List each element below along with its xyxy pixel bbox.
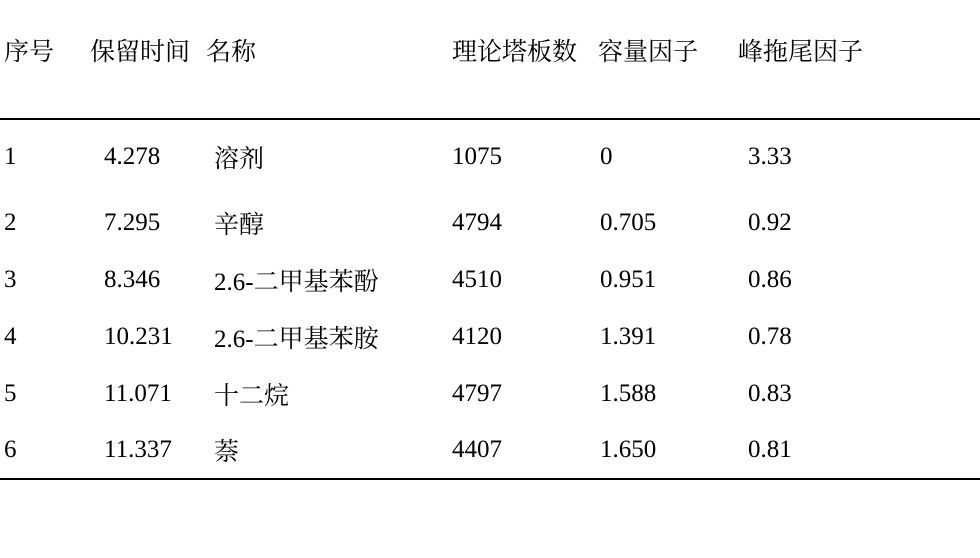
cell-index: 1	[4, 143, 17, 170]
cell-tailing-factor: 0.92	[748, 208, 792, 236]
column-header-capacity-factor: 容量因子	[594, 0, 734, 119]
cell-theoretical-plates: 1075	[452, 143, 502, 170]
table-row	[0, 308, 980, 365]
cell-name: 辛醇	[214, 211, 265, 239]
column-header-index: 序号	[0, 0, 84, 119]
cell-index: 3	[4, 265, 17, 293]
cell-capacity-factor: 0.705	[600, 208, 657, 236]
cell-retention-time: 8.346	[104, 265, 161, 293]
cell-capacity-factor: 1.391	[600, 322, 657, 350]
cell-capacity-factor: 1.588	[600, 379, 657, 407]
cell-index: 2	[4, 208, 17, 236]
table-row	[0, 194, 980, 251]
table-body	[0, 119, 980, 479]
cell-name: 2.6-二甲基苯胺	[214, 325, 379, 353]
cell-capacity-factor: 1.650	[594, 422, 734, 479]
table-row	[0, 119, 980, 194]
cell-theoretical-plates: 4794	[452, 208, 502, 236]
cell-name: 2.6-二甲基苯酚	[214, 268, 379, 296]
column-header-theoretical-plates: 理论塔板数	[446, 0, 594, 119]
cell-theoretical-plates: 4510	[452, 265, 502, 293]
column-header-name: 名称	[204, 0, 446, 119]
cell-index: 4	[4, 322, 17, 350]
column-header-retention-time: 保留时间	[84, 0, 204, 119]
table-row	[0, 422, 980, 479]
cell-theoretical-plates: 4797	[452, 379, 502, 407]
cell-index: 5	[4, 379, 17, 407]
cell-capacity-factor: 0.951	[600, 265, 657, 293]
cell-index: 6	[0, 422, 84, 479]
bottom-spacer	[0, 480, 980, 492]
table-header	[0, 0, 980, 119]
cell-retention-time: 4.278	[104, 143, 161, 170]
table-row	[0, 251, 980, 308]
cell-retention-time: 7.295	[104, 208, 161, 236]
table-row	[0, 365, 980, 422]
cell-tailing-factor: 3.33	[748, 143, 792, 170]
cell-theoretical-plates: 4407	[446, 422, 594, 479]
cell-capacity-factor: 0	[600, 143, 613, 170]
table-header-row	[0, 0, 980, 119]
cell-name: 十二烷	[214, 382, 290, 410]
column-header-tailing-factor: 峰拖尾因子	[734, 0, 980, 119]
cell-tailing-factor: 0.83	[748, 379, 792, 407]
cell-retention-time: 10.231	[104, 322, 173, 350]
cell-retention-time: 11.337	[84, 422, 204, 479]
cell-retention-time: 11.071	[104, 379, 172, 407]
cell-tailing-factor: 0.86	[748, 265, 792, 293]
cell-tailing-factor: 0.78	[748, 322, 792, 350]
cell-theoretical-plates: 4120	[452, 322, 502, 350]
cell-name: 溶剂	[214, 146, 265, 173]
cell-tailing-factor: 0.81	[734, 422, 980, 479]
cell-name: 萘	[204, 422, 446, 479]
